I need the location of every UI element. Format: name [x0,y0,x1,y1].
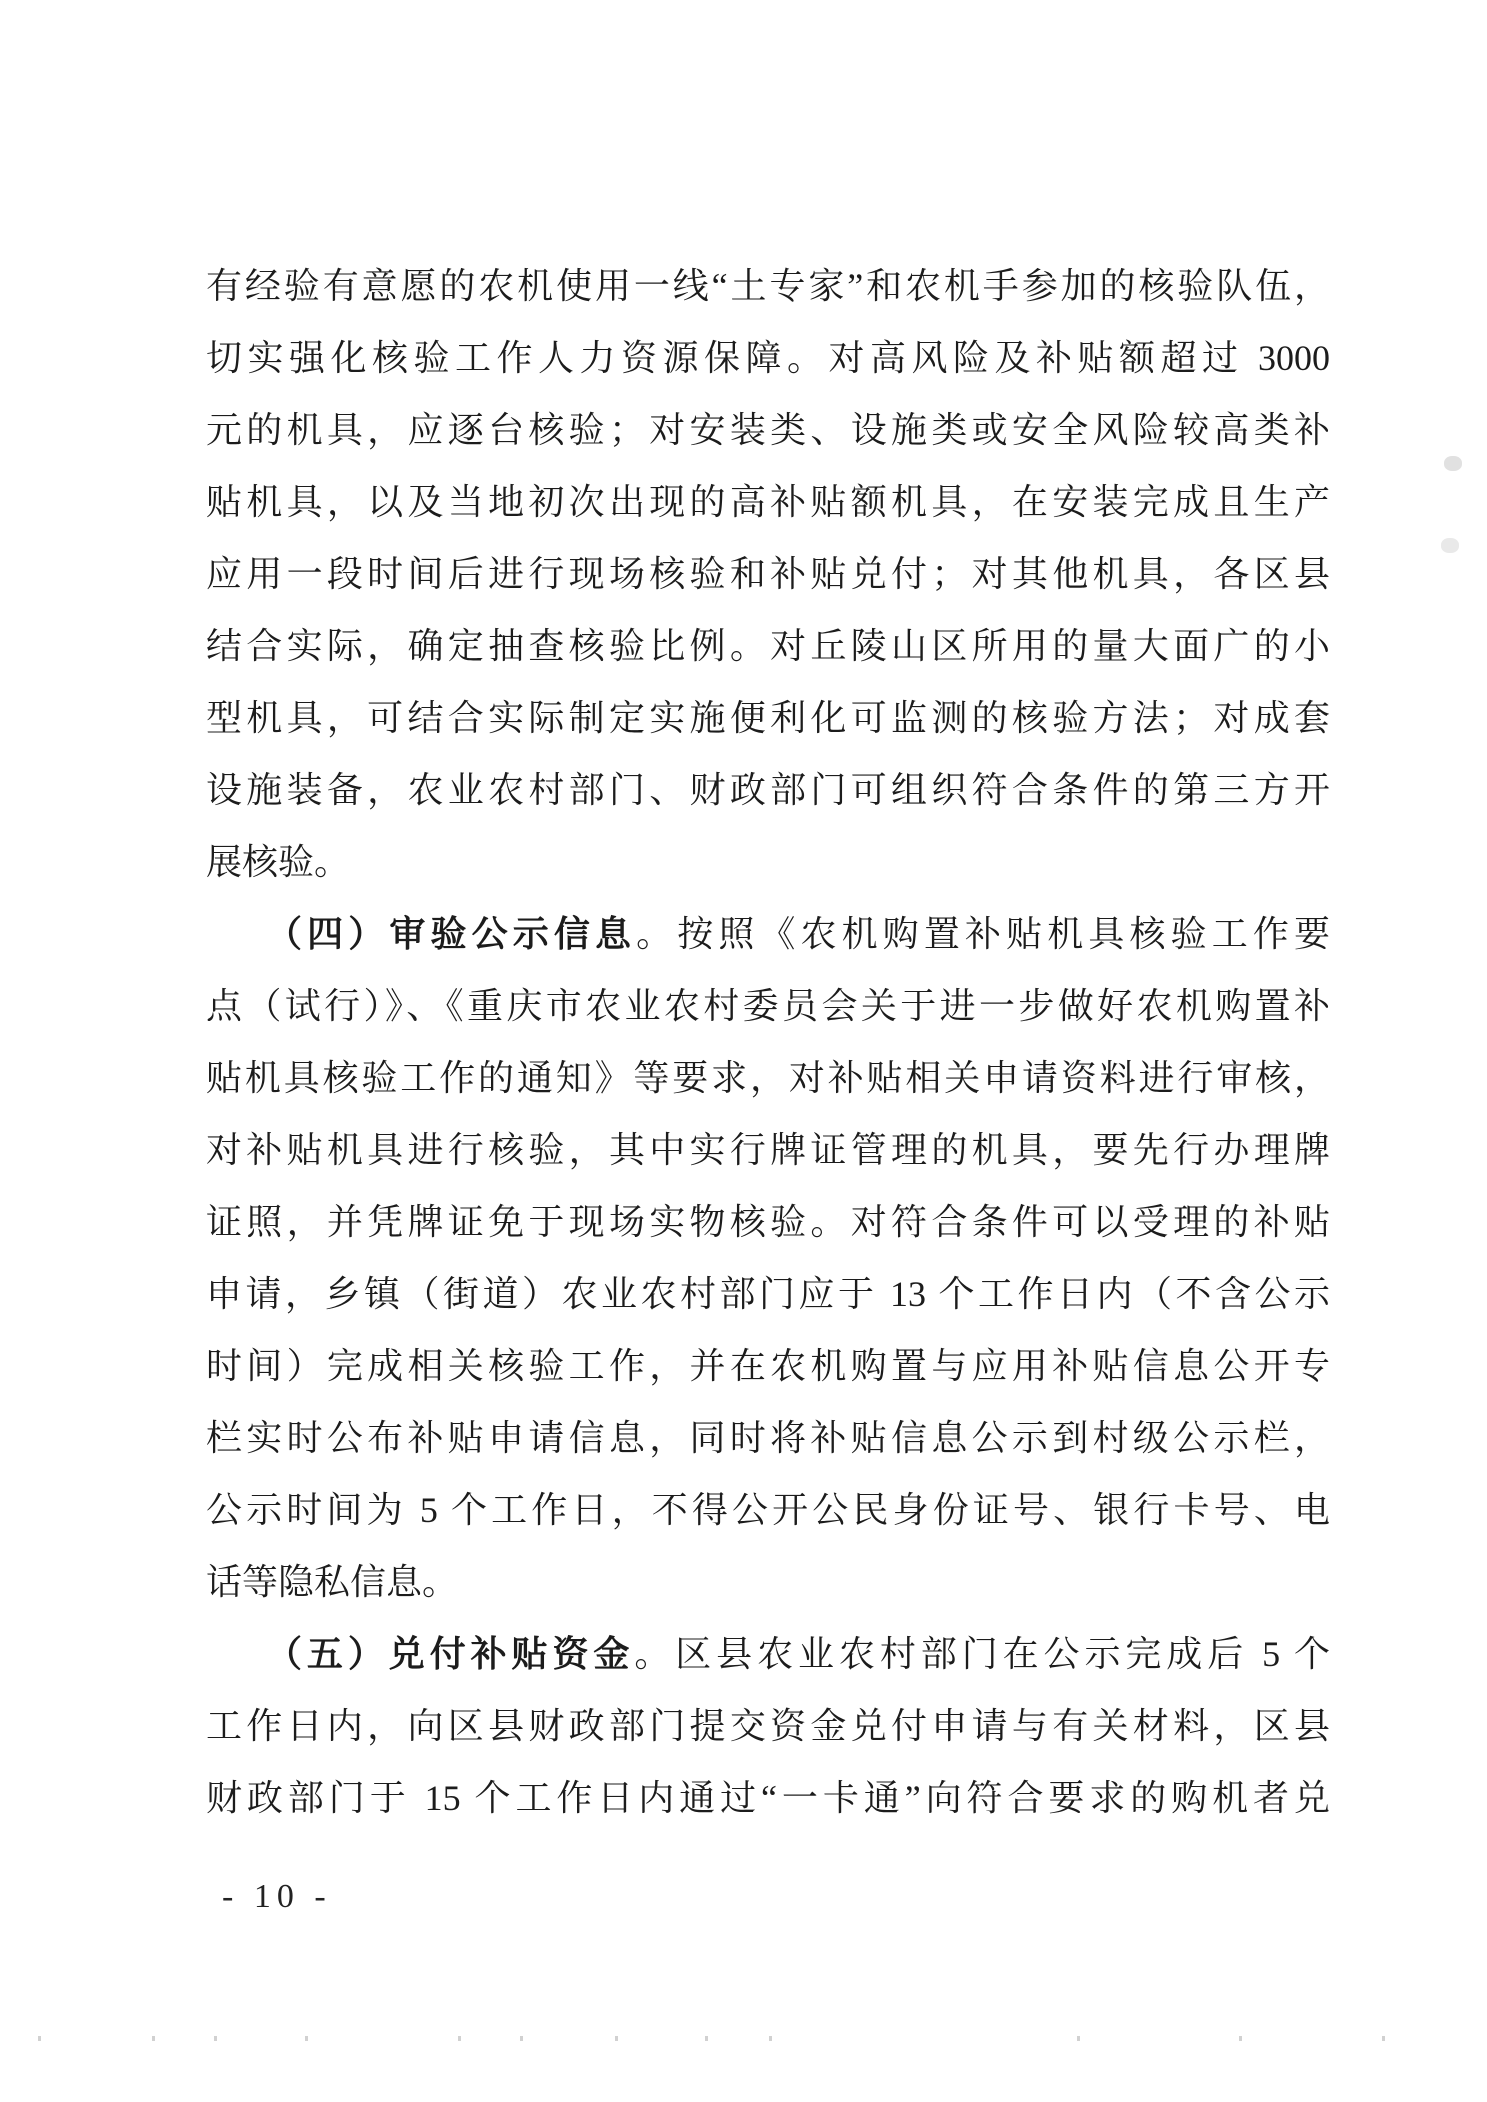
section-heading-line-4 [206,898,1330,970]
body-line: 结合实际，确定抽查核验比例。对丘陵山区所用的量大面广的小 [206,626,1330,666]
scan-smudge [1444,456,1462,471]
page-number: - 10 - [222,1878,332,1915]
section-5-lead-text: 。区县农业农村部门在公示完成后 5 个 [634,1634,1330,1674]
body-line-paragraph-end: 展核验。 [206,842,351,882]
scan-speck [769,2036,772,2041]
scan-speck [305,2036,308,2041]
body-line: 有经验有意愿的农机使用一线“土专家”和农机手参加的核验队伍， [206,266,1330,306]
body-line: 申请，乡镇（街道）农业农村部门应于 13 个工作日内（不含公示 [206,1274,1330,1314]
scan-smudge [1441,538,1459,553]
scan-speck [38,2036,41,2041]
body-line: 元的机具，应逐台核验；对安装类、设施类或安全风险较高类补 [206,410,1330,450]
body-line: 点（试行）》、《重庆市农业农村委员会关于进一步做好农机购置补 [206,986,1330,1026]
section-4-lead-text: 。按照《农机购置补贴机具核验工作要 [636,914,1330,954]
scan-speck [705,2036,708,2041]
scan-speck [615,2036,618,2041]
body-line: 栏实时公布补贴申请信息，同时将补贴信息公示到村级公示栏， [206,1418,1330,1458]
body-line: 应用一段时间后进行现场核验和补贴兑付；对其他机具，各区县 [206,554,1330,594]
body-line: 设施装备，农业农村部门、财政部门可组织符合条件的第三方开 [206,770,1330,810]
scan-speck [1382,2036,1385,2041]
body-line: 工作日内，向区县财政部门提交资金兑付申请与有关材料，区县 [206,1706,1330,1746]
body-line: 贴机具，以及当地初次出现的高补贴额机具，在安装完成且生产 [206,482,1330,522]
body-line: 证照，并凭牌证免于现场实物核验。对符合条件可以受理的补贴 [206,1202,1330,1242]
scan-speck [152,2036,155,2041]
scan-speck [214,2036,217,2041]
scan-speck [1239,2036,1242,2041]
body-line: 公示时间为 5 个工作日，不得公开公民身份证号、银行卡号、电 [206,1490,1330,1530]
body-line: 型机具，可结合实际制定实施便利化可监测的核验方法；对成套 [206,698,1330,738]
body-line: 时间）完成相关核验工作，并在农机购置与应用补贴信息公开专 [206,1346,1330,1386]
section-4-title: （四）审验公示信息 [266,914,637,954]
scan-speck [1077,2036,1080,2041]
scan-speck [520,2036,523,2041]
document-body [206,250,1330,1834]
body-line: 切实强化核验工作人力资源保障。对高风险及补贴额超过 3000 [206,338,1330,378]
section-5-title: （五）兑付补贴资金 [266,1634,635,1674]
body-line-paragraph-end: 话等隐私信息。 [206,1562,459,1602]
body-line: 贴机具核验工作的通知》等要求，对补贴相关申请资料进行审核， [206,1058,1330,1098]
body-line: 财政部门于 15 个工作日内通过“一卡通”向符合要求的购机者兑 [206,1778,1330,1818]
body-line: 对补贴机具进行核验，其中实行牌证管理的机具，要先行办理牌 [206,1130,1330,1170]
scan-speck [458,2036,461,2041]
section-heading-line-5 [206,1618,1330,1690]
